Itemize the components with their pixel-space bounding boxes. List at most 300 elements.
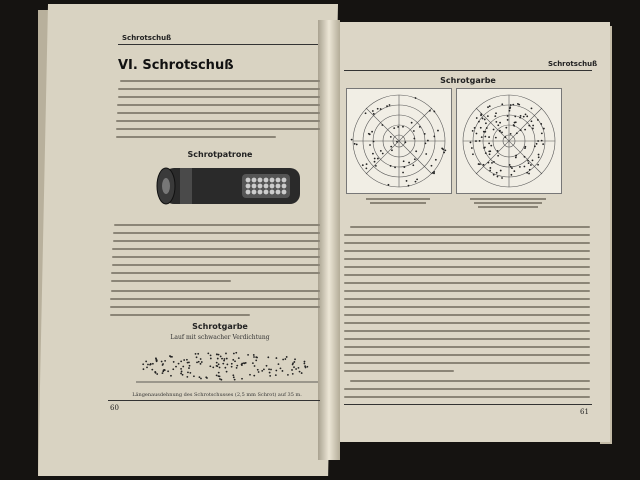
pellet-dot bbox=[154, 371, 156, 373]
pellet-dot bbox=[491, 162, 493, 164]
pellet-dot bbox=[216, 362, 218, 364]
pellet-dot bbox=[294, 358, 296, 360]
pellet-dot bbox=[306, 366, 308, 368]
figure-cartridge-caption: Schrotpatrone bbox=[187, 150, 253, 159]
pellet-dot bbox=[377, 108, 379, 110]
pellet-dot bbox=[390, 146, 392, 148]
pellet-dot bbox=[178, 363, 180, 365]
pellet-dot bbox=[394, 166, 396, 168]
pellet-dot bbox=[501, 103, 503, 105]
pellet-dot bbox=[365, 168, 367, 170]
pellet-dot bbox=[164, 360, 166, 362]
pellet-dot bbox=[391, 149, 393, 151]
pellet-dot bbox=[479, 140, 481, 142]
pellet-dot bbox=[304, 361, 306, 363]
pellet-dot bbox=[278, 363, 280, 365]
pellet-dot bbox=[193, 375, 195, 377]
pellet-dot bbox=[287, 374, 289, 376]
pellet-dot bbox=[485, 152, 487, 154]
pellet-dot bbox=[253, 356, 255, 358]
pellet-dot bbox=[424, 133, 426, 135]
pellet-dot bbox=[305, 367, 307, 369]
target-rings-right-icon bbox=[457, 89, 561, 193]
pellet-dot bbox=[226, 364, 228, 366]
pellet-dot bbox=[511, 167, 513, 169]
pellet-dot bbox=[537, 119, 539, 121]
pellet-dot bbox=[186, 376, 188, 378]
pellet-dot bbox=[369, 144, 371, 146]
pellet-dot bbox=[182, 374, 184, 376]
pellet-dot bbox=[537, 140, 539, 142]
pellet-dot bbox=[218, 372, 220, 374]
pellet-dot bbox=[170, 375, 172, 377]
pellet-dot bbox=[147, 364, 149, 366]
target-rings-left-icon bbox=[347, 89, 451, 193]
pellet-dot bbox=[497, 124, 499, 126]
pellet-dot bbox=[528, 125, 530, 127]
pellet-dot bbox=[520, 129, 522, 131]
pellet-dot bbox=[487, 106, 489, 108]
pellet-dot bbox=[200, 358, 202, 360]
pellet-dot bbox=[516, 132, 518, 134]
pellet-dot bbox=[293, 361, 295, 363]
pellet-dot bbox=[433, 136, 435, 138]
pellet-dot bbox=[538, 154, 540, 156]
target-left-caption-lines bbox=[350, 196, 446, 206]
pellet-dot bbox=[286, 356, 288, 358]
pellet-dot bbox=[205, 376, 207, 378]
pellet-dot bbox=[513, 170, 515, 172]
pellet-dot bbox=[527, 160, 529, 162]
right-page-number: 61 bbox=[580, 408, 589, 416]
pellet-dot bbox=[223, 360, 225, 362]
pellet-dot bbox=[443, 152, 445, 154]
pellet-dot bbox=[142, 363, 144, 365]
pellet-dot bbox=[513, 124, 515, 126]
right-head-rule bbox=[344, 70, 592, 71]
pellet-dot bbox=[209, 365, 211, 367]
pellet-dot bbox=[164, 369, 166, 371]
pellet-dot bbox=[520, 115, 522, 117]
pellet-dot bbox=[476, 117, 478, 119]
pellet-dot bbox=[280, 367, 282, 369]
pellet-dot bbox=[207, 352, 209, 354]
pellet-dot bbox=[475, 140, 477, 142]
pellet-dot bbox=[528, 162, 530, 164]
pellet-dot bbox=[210, 358, 212, 360]
pellet-dot bbox=[241, 378, 243, 380]
pellet-dot bbox=[403, 160, 405, 162]
pellet-dot bbox=[480, 127, 482, 129]
pellet-dot bbox=[374, 161, 376, 163]
pellet-dot bbox=[408, 185, 410, 187]
pellet-dot bbox=[425, 142, 427, 144]
shot-string-scatter-illustration bbox=[132, 342, 322, 388]
left-head-rule bbox=[118, 44, 318, 45]
pellet-dot bbox=[415, 150, 417, 152]
pellet-dot bbox=[429, 110, 431, 112]
pellet-dot bbox=[524, 129, 526, 131]
pellet-dot bbox=[224, 367, 226, 369]
pellet-dot bbox=[173, 361, 175, 363]
pellet-dot bbox=[472, 153, 474, 155]
pellet-dot bbox=[258, 371, 260, 373]
pellet-dot bbox=[372, 153, 374, 155]
pellet-dot bbox=[196, 361, 198, 363]
pellet-dot bbox=[216, 354, 218, 356]
pellet-dot bbox=[146, 366, 148, 368]
pellet-dot bbox=[510, 166, 512, 168]
pellet-dot bbox=[541, 140, 543, 142]
pellet-dot bbox=[151, 369, 153, 371]
pellet-dot bbox=[181, 371, 183, 373]
pellet-dot bbox=[233, 376, 235, 378]
pellet-dot bbox=[291, 369, 293, 371]
pellet-dot bbox=[518, 104, 520, 106]
pellet-dot bbox=[526, 172, 528, 174]
pellet-dot bbox=[433, 111, 435, 113]
pellet-dot bbox=[351, 139, 353, 141]
pellet-dot bbox=[515, 121, 517, 123]
pellet-dot bbox=[524, 146, 526, 148]
pellet-dot bbox=[390, 165, 392, 167]
pellet-dot bbox=[500, 170, 502, 172]
pellet-dot bbox=[499, 130, 501, 132]
left-foot-rule bbox=[108, 400, 320, 401]
pellet-dot bbox=[362, 164, 364, 166]
pellet-dot bbox=[497, 176, 499, 178]
pellet-dot bbox=[169, 355, 171, 357]
pellet-dot bbox=[419, 126, 421, 128]
pellet-dot bbox=[488, 143, 490, 145]
pellet-dot bbox=[536, 143, 538, 145]
pellet-dot bbox=[404, 141, 406, 143]
pellet-dot bbox=[269, 375, 271, 377]
pellet-dot bbox=[393, 127, 395, 129]
pellet-dot bbox=[231, 366, 233, 368]
pellet-dot bbox=[226, 358, 228, 360]
pellet-dot bbox=[490, 145, 492, 147]
pellet-dot bbox=[226, 371, 228, 373]
pellet-dot bbox=[485, 122, 487, 124]
pellet-dot bbox=[495, 112, 497, 114]
pellet-dot bbox=[275, 357, 277, 359]
pellet-dot bbox=[257, 369, 259, 371]
pellet-dot bbox=[225, 353, 227, 355]
pellet-dot bbox=[212, 366, 214, 368]
pellet-dot bbox=[232, 374, 234, 376]
pellet-dot bbox=[195, 353, 197, 355]
pellet-dot bbox=[201, 361, 203, 363]
pellet-dot bbox=[253, 375, 255, 377]
pellet-dot bbox=[413, 130, 415, 132]
pellet-dot bbox=[487, 115, 489, 117]
pellet-dot bbox=[180, 368, 182, 370]
pellet-dot bbox=[402, 126, 404, 128]
pellet-dot bbox=[167, 370, 169, 372]
pellet-dot bbox=[499, 122, 501, 124]
pellet-dot bbox=[354, 143, 356, 145]
pellet-dot bbox=[373, 141, 375, 143]
pellet-dot bbox=[519, 117, 521, 119]
pellet-dot bbox=[493, 161, 495, 163]
pellet-dot bbox=[501, 177, 503, 179]
pellet-dot bbox=[161, 361, 163, 363]
pellet-dot bbox=[408, 162, 410, 164]
pellet-dot bbox=[415, 97, 417, 99]
pellet-dot bbox=[435, 159, 437, 161]
pellet-dot bbox=[489, 153, 491, 155]
pellet-dot bbox=[386, 105, 388, 107]
pellet-dot bbox=[152, 363, 154, 365]
pellet-dot bbox=[175, 366, 177, 368]
pellet-dot bbox=[532, 125, 534, 127]
pellet-dot bbox=[507, 115, 509, 117]
pellet-dot bbox=[515, 157, 517, 159]
pellet-dot bbox=[489, 170, 491, 172]
pellet-dot bbox=[509, 164, 511, 166]
pellet-dot bbox=[489, 105, 491, 107]
pellet-dot bbox=[267, 356, 269, 358]
pellet-dot bbox=[253, 354, 255, 356]
pellet-dot bbox=[210, 354, 212, 356]
pellet-dot bbox=[381, 124, 383, 126]
target-pattern-left bbox=[346, 88, 452, 194]
pellet-dot bbox=[478, 121, 480, 123]
right-figure-caption: Schrotgarbe bbox=[440, 76, 496, 85]
pellet-dot bbox=[224, 358, 226, 360]
pellet-dot bbox=[505, 127, 507, 129]
pellet-dot bbox=[496, 172, 498, 174]
pellet-dot bbox=[483, 131, 485, 133]
pellet-dot bbox=[532, 128, 534, 130]
pellet-dot bbox=[497, 150, 499, 152]
pellet-dot bbox=[495, 137, 497, 139]
pellet-dot bbox=[470, 142, 472, 144]
pellet-dot bbox=[493, 174, 495, 176]
pellet-dot bbox=[282, 370, 284, 372]
pellet-dot bbox=[261, 370, 263, 372]
pellet-dot bbox=[282, 359, 284, 361]
pellet-dot bbox=[263, 369, 265, 371]
pellet-dot bbox=[382, 153, 384, 155]
pellet-dot bbox=[266, 365, 268, 367]
pellet-dot bbox=[510, 104, 512, 106]
pellet-dot bbox=[542, 143, 544, 145]
pellet-dot bbox=[474, 127, 476, 129]
target-right-caption-lines bbox=[460, 196, 556, 210]
pellet-dot bbox=[403, 166, 405, 168]
pellet-dot bbox=[373, 113, 375, 115]
pellet-dot bbox=[484, 146, 486, 148]
pellet-dot bbox=[494, 115, 496, 117]
pellet-dot bbox=[411, 122, 413, 124]
pellet-dot bbox=[200, 363, 202, 365]
pellet-dot bbox=[406, 180, 408, 182]
pellet-dot bbox=[528, 173, 530, 175]
pellet-dot bbox=[218, 363, 220, 365]
figure-shot-string-caption: Schrotgarbe bbox=[192, 322, 248, 331]
pellet-dot bbox=[415, 181, 417, 183]
pellet-dot bbox=[525, 113, 527, 115]
pellet-dot bbox=[389, 104, 391, 106]
pellet-dot bbox=[162, 372, 164, 374]
pellet-dot bbox=[531, 107, 533, 109]
pellet-dot bbox=[538, 156, 540, 158]
pellet-dot bbox=[200, 378, 202, 380]
pellet-dot bbox=[172, 368, 174, 370]
pellet-dot bbox=[380, 150, 382, 152]
pellet-dot bbox=[486, 127, 488, 129]
pellet-dot bbox=[488, 150, 490, 152]
pellet-dot bbox=[180, 360, 182, 362]
pellet-dot bbox=[189, 365, 191, 367]
pellet-dot bbox=[377, 158, 379, 160]
pellet-dot bbox=[531, 120, 533, 122]
pellet-dot bbox=[221, 358, 223, 360]
right-page bbox=[328, 22, 610, 442]
pellet-dot bbox=[256, 357, 258, 359]
pellet-dot bbox=[249, 374, 251, 376]
pellet-dot bbox=[186, 359, 188, 361]
pellet-dot bbox=[537, 164, 539, 166]
pellet-dot bbox=[529, 169, 531, 171]
pellet-dot bbox=[507, 119, 509, 121]
pellet-dot bbox=[416, 178, 418, 180]
pellet-dot bbox=[183, 359, 185, 361]
pellet-dot bbox=[510, 174, 512, 176]
pellet-dot bbox=[255, 359, 257, 361]
pellet-dot bbox=[269, 372, 271, 374]
pellet-dot bbox=[243, 362, 245, 364]
pellet-dot bbox=[156, 359, 158, 361]
pellet-dot bbox=[220, 379, 222, 381]
pellet-dot bbox=[275, 374, 277, 376]
pellet-dot bbox=[397, 126, 399, 128]
pellet-dot bbox=[532, 159, 534, 161]
pellet-dot bbox=[497, 155, 499, 157]
pellet-dot bbox=[236, 367, 238, 369]
pellet-dot bbox=[182, 366, 184, 368]
pellet-dot bbox=[150, 363, 152, 365]
pellet-dot bbox=[180, 373, 182, 375]
pellet-dot bbox=[372, 110, 374, 112]
pellet-dot bbox=[254, 365, 256, 367]
pellet-dot bbox=[143, 368, 145, 370]
pellet-dot bbox=[188, 367, 190, 369]
pellet-dot bbox=[523, 116, 525, 118]
pellet-dot bbox=[431, 165, 433, 167]
pellet-dot bbox=[375, 165, 377, 167]
pellet-dot bbox=[233, 353, 235, 355]
pellet-dot bbox=[509, 110, 511, 112]
pellet-dot bbox=[298, 367, 300, 369]
pellet-dot bbox=[162, 363, 164, 365]
pellet-dot bbox=[413, 138, 415, 140]
pellet-dot bbox=[252, 362, 254, 364]
pellet-dot bbox=[299, 371, 301, 373]
pellet-dot bbox=[268, 368, 270, 370]
pellet-dot bbox=[437, 130, 439, 132]
pellet-dot bbox=[481, 136, 483, 138]
pellet-dot bbox=[245, 362, 247, 364]
pellet-dot bbox=[145, 361, 147, 363]
pellet-dot bbox=[412, 164, 414, 166]
pellet-dot bbox=[365, 112, 367, 114]
right-running-head: Schrotschuß bbox=[548, 60, 598, 68]
pellet-dot bbox=[187, 372, 189, 374]
pellet-dot bbox=[388, 184, 390, 186]
pellet-dot bbox=[216, 374, 218, 376]
pellet-dot bbox=[514, 116, 516, 118]
pellet-dot bbox=[220, 356, 222, 358]
pellet-dot bbox=[222, 363, 224, 365]
pellet-dot bbox=[479, 163, 481, 165]
pellet-dot bbox=[489, 167, 491, 169]
pellet-dot bbox=[292, 373, 294, 375]
pellet-dot bbox=[247, 354, 249, 356]
pellet-dot bbox=[480, 114, 482, 116]
pellet-dot bbox=[219, 367, 221, 369]
pellet-dot bbox=[488, 136, 490, 138]
pellet-dot bbox=[196, 356, 198, 358]
pellet-dot bbox=[234, 360, 236, 362]
pellet-dot bbox=[156, 373, 158, 375]
pellet-dot bbox=[519, 166, 521, 168]
figure-shot-string-note: Längenausdehnung des Schrotschusses (2,5 mm Schrot) auf 35 m. bbox=[132, 392, 302, 398]
chapter-title: VI. Schrotschuß bbox=[118, 58, 234, 73]
pellet-dot bbox=[238, 357, 240, 359]
pellet-dot bbox=[292, 362, 294, 364]
pellet-dot bbox=[425, 153, 427, 155]
pellet-dot bbox=[512, 104, 514, 106]
pellet-dot bbox=[543, 128, 545, 130]
pellet-dot bbox=[270, 369, 272, 371]
left-running-head: Schrotschuß bbox=[122, 34, 172, 42]
pellet-dot bbox=[433, 171, 435, 173]
pellet-dot bbox=[371, 131, 373, 133]
pellet-dot bbox=[188, 362, 190, 364]
pellet-dot bbox=[197, 353, 199, 355]
pellet-dot bbox=[541, 132, 543, 134]
pellet-dot bbox=[540, 123, 542, 125]
left-page-number: 60 bbox=[110, 404, 119, 412]
target-pattern-right bbox=[456, 88, 562, 194]
pellet-dot bbox=[524, 166, 526, 168]
pellet-dot bbox=[301, 372, 303, 374]
shotgun-cartridge-illustration bbox=[150, 160, 310, 210]
pellet-dot bbox=[241, 364, 243, 366]
pellet-dot bbox=[396, 141, 398, 143]
pellet-dot bbox=[510, 133, 512, 135]
pellet-dot bbox=[530, 164, 532, 166]
pellet-dot bbox=[234, 379, 236, 381]
pellet-dot bbox=[402, 172, 404, 174]
pellet-dot bbox=[444, 149, 446, 151]
pellet-dot bbox=[199, 376, 201, 378]
pellet-dot bbox=[493, 129, 495, 131]
pellet-dot bbox=[356, 144, 358, 146]
pellet-dot bbox=[495, 121, 497, 123]
pellet-dot bbox=[471, 147, 473, 149]
pellet-dot bbox=[366, 163, 368, 165]
figure-shot-string-subcaption: Lauf mit schwacher Verdichtung bbox=[170, 334, 270, 341]
pellet-dot bbox=[501, 131, 503, 133]
pellet-dot bbox=[236, 365, 238, 367]
pellet-dot bbox=[441, 148, 443, 150]
pellet-dot bbox=[487, 162, 489, 164]
pellet-dot bbox=[216, 365, 218, 367]
